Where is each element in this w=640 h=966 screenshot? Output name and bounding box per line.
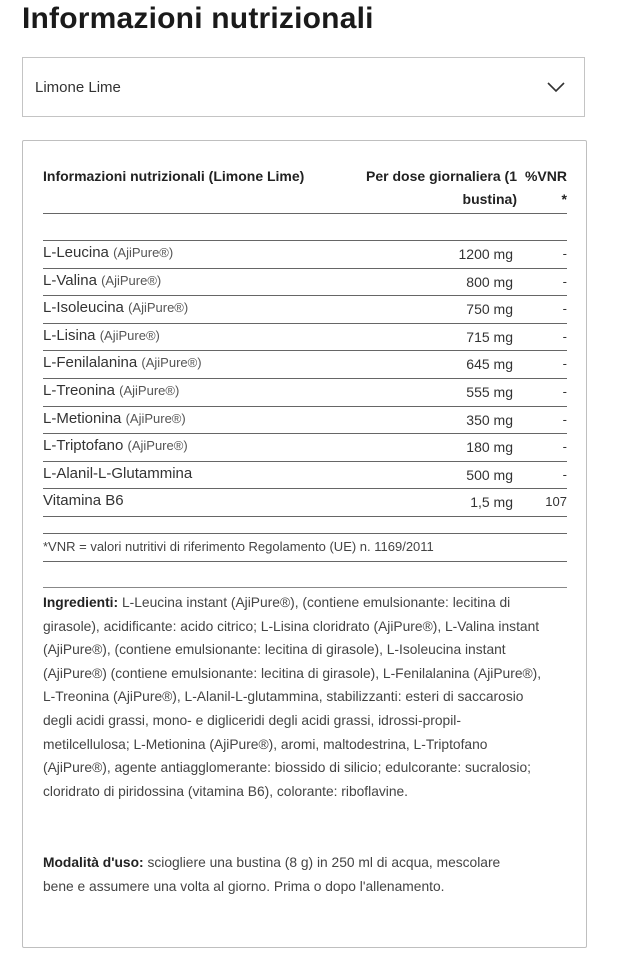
row-dose: 350 mg [466,411,513,428]
table-row [43,241,567,269]
ingredients-label: Ingredienti: [43,595,119,610]
row-dose: 800 mg [466,273,513,290]
table-row [43,351,567,379]
nutrition-card [22,140,587,948]
row-name: L-Valina [43,271,97,289]
row-vnr: - [562,273,567,289]
row-source: (AjiPure®) [99,327,160,343]
row-vnr: - [562,466,567,482]
row-source: (AjiPure®) [127,438,188,454]
table-row [43,462,567,490]
row-dose: 1200 mg [458,246,513,262]
row-name: L-Metionina [43,409,122,427]
row-vnr: - [562,301,567,317]
row-name: L-Alanil-L-Glutammina [43,464,193,482]
row-source: (AjiPure®) [101,272,162,288]
row-dose: 500 mg [466,466,513,483]
row-name: L-Isoleucina [43,299,124,317]
header-name: Informazioni nutrizionali (Limone Lime) [43,168,305,184]
vnr-footnote: *VNR = valori nutritivi di riferimento Regolamento (UE) n. 1169/2011 [43,539,434,554]
table-row [43,324,567,352]
row-dose: 555 mg [466,383,513,400]
row-vnr: - [562,383,567,399]
row-vnr: - [562,328,567,344]
page-title: Informazioni nutrizionali [22,2,374,35]
row-name: L-Fenilalanina [43,354,138,372]
usage-label: Modalità d'uso: [43,855,144,870]
row-source: (AjiPure®) [125,410,186,426]
table-row [43,296,567,324]
table-header [43,165,567,214]
row-vnr: - [562,411,567,427]
ingredients-text [43,591,543,803]
divider [43,587,567,588]
row-name: L-Leucina [43,244,109,261]
row-vnr: - [562,246,567,261]
ingredients-body: L-Leucina instant (AjiPure®), (contiene emulsionante: lecitina di girasole), acidificante: acido citrico; L-Lisina cloridrato (AjiPure®), L-Valina instant (AjiPure®), (contiene emulsionante: lecitina di girasole), L-Isoleucina instant (AjiPure®) (contiene emulsionante: lecitina di girasole), L-Fenilalanina (AjiPure®), L-Treonina (AjiPure®), L-Alanil-L-glutammina, stabilizzanti: esteri di saccarosio degli acidi grassi, mono- e digliceridi degli acidi grassi, idrossi-propil-metilcellulosa; L-Metionina (AjiPure®), aromi, maltodestrina, L-Triptofano (AjiPure®), agente antiagglomerante: biossido di silicio; edulcorante: sucralosio; cloridrato di piridossina (vitamina B6), colorante: riboflavine. [43,595,542,799]
row-dose: 645 mg [466,356,513,373]
flavor-select-value: Limone Lime [35,78,121,96]
row-vnr: - [562,439,567,455]
row-source: (AjiPure®) [128,300,189,316]
header-vnr: %VNR * [524,168,567,207]
usage-body: sciogliere una bustina (8 g) in 250 ml di acqua, mescolare bene e assumere una volta al giorno. Prima o dopo l'allenamento. [43,855,501,894]
row-source: (AjiPure®) [113,245,174,260]
flavor-select[interactable] [22,57,585,117]
row-dose: 715 mg [466,328,513,345]
header-dose: Per dose giornaliera (1 bustina) [366,168,517,207]
row-source: (AjiPure®) [141,355,202,371]
row-name: Vitamina B6 [43,492,124,510]
usage-text [43,851,523,898]
row-vnr: 107 [545,494,567,510]
row-vnr: - [562,356,567,372]
divider [43,561,567,562]
row-dose: 1,5 mg [470,494,513,511]
table-row [43,269,567,297]
row-dose: 180 mg [466,439,513,456]
chevron-down-icon [546,81,566,93]
table-row [43,489,567,517]
nutrition-table-body [43,240,567,517]
divider [43,533,567,534]
row-source: (AjiPure®) [119,382,180,398]
row-name: L-Lisina [43,326,96,344]
table-row [43,379,567,407]
row-dose: 750 mg [466,301,513,318]
row-name: L-Treonina [43,381,115,399]
table-row [43,434,567,462]
table-row [43,407,567,435]
row-name: L-Triptofano [43,437,124,455]
